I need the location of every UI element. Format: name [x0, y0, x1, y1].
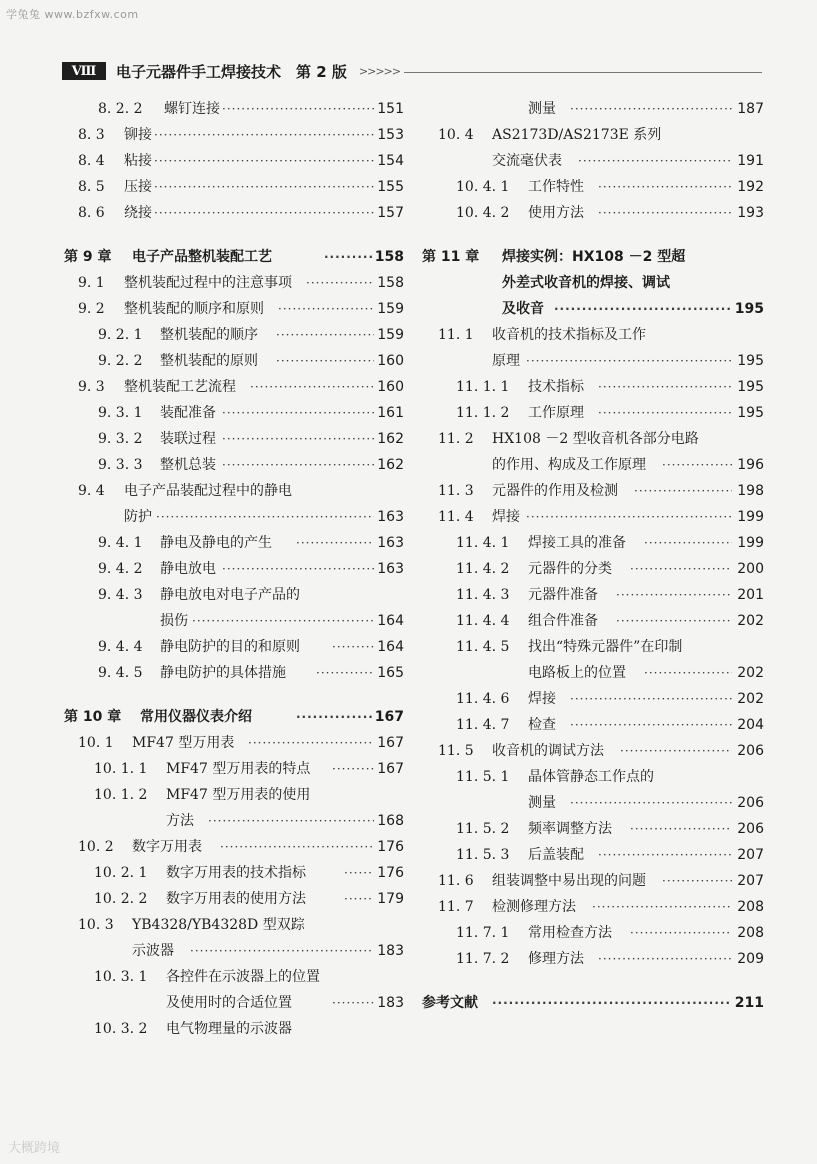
toc-entry-8-6[interactable]: 8. 6 绕接 ····· 157: [64, 200, 404, 226]
toc-left-column: [64, 96, 404, 1042]
header-rule: [404, 72, 762, 73]
toc-entry-9-4-3[interactable]: 9. 4. 3 静电放电对电子产品的: [98, 587, 300, 603]
toc-entry-11-4-4[interactable]: 11. 4. 4 组合件准备 ····· 202: [422, 608, 764, 634]
toc-entry-9-4-4[interactable]: 9. 4. 4 静电防护的目的和原则 ····· 164: [64, 634, 404, 660]
toc-entry-9-4-1[interactable]: 9. 4. 1 静电及静电的产生 ····· 163: [64, 530, 404, 556]
toc-entry-11-7[interactable]: 11. 7 检测修理方法 ····· 208: [422, 894, 764, 920]
toc-entry-10-2[interactable]: 10. 2 数字万用表 ····· 176: [64, 834, 404, 860]
toc-entry-11-4-6[interactable]: 11. 4. 6 焊接 ····· 202: [422, 686, 764, 712]
toc-entry-8-4[interactable]: 8. 4 粘接 ····· 154: [64, 148, 404, 174]
roman-page-number: Ⅷ: [62, 62, 106, 80]
toc-entry-10-1-2-cont[interactable]: 方法 ····· 168: [64, 808, 404, 834]
toc-references[interactable]: 参考文献 ····· 211: [422, 990, 764, 1016]
toc-entry-10-4[interactable]: 10. 4 AS2173D/AS2173E 系列: [438, 127, 662, 143]
toc-entry-11-2-cont[interactable]: 的作用、构成及工作原理 ····· 196: [422, 452, 764, 478]
toc-entry-11-5-2[interactable]: 11. 5. 2 频率调整方法 ····· 206: [422, 816, 764, 842]
toc-entry-11-4-3[interactable]: 11. 4. 3 元器件准备 ····· 201: [422, 582, 764, 608]
toc-entry-11-4-2[interactable]: 11. 4. 2 元器件的分类 ····· 200: [422, 556, 764, 582]
toc-entry-10-4-2[interactable]: 10. 4. 2 使用方法 ····· 193: [422, 200, 764, 226]
toc-entry-8-5[interactable]: 8. 5 压接 ····· 155: [64, 174, 404, 200]
toc-entry-9-3-2[interactable]: 9. 3. 2 装联过程 ····· 162: [64, 426, 404, 452]
toc-entry-10-3-1-cont[interactable]: 及使用时的合适位置 ····· 183: [64, 990, 404, 1016]
toc-entry-10-1-1[interactable]: 10. 1. 1 MF47 型万用表的特点 ····· 167: [64, 756, 404, 782]
toc-entry-10-3-cont[interactable]: 示波器 ····· 183: [64, 938, 404, 964]
toc-chapter-11[interactable]: 第 11 章 焊接实例：HX108 －2 型超: [422, 249, 686, 265]
toc-entry-10-3-2[interactable]: 10. 3. 2 电气物理量的示波器: [94, 1021, 292, 1037]
toc-entry-11-7-2[interactable]: 11. 7. 2 修理方法 ····· 209: [422, 946, 764, 972]
toc-entry-8-2-2[interactable]: 8. 2. 2 螺钉连接 ····· 151: [64, 96, 404, 122]
toc-entry-11-1-2[interactable]: 11. 1. 2 工作原理 ····· 195: [422, 400, 764, 426]
page-header: [62, 58, 762, 84]
toc-entry-10-4-cont[interactable]: 交流毫伏表 ····· 191: [422, 148, 764, 174]
toc-entry-9-4-cont[interactable]: 防护 ····· 163: [64, 504, 404, 530]
toc-entry-10-2-1[interactable]: 10. 2. 1 数字万用表的技术指标 ····· 176: [64, 860, 404, 886]
toc-chapter-11-cont[interactable]: 外差式收音机的焊接、调试: [502, 275, 670, 291]
toc-entry-11-4[interactable]: 11. 4 焊接 ····· 199: [422, 504, 764, 530]
toc-entry-9-3-3[interactable]: 9. 3. 3 整机总装 ····· 162: [64, 452, 404, 478]
toc-entry-11-1-1[interactable]: 11. 1. 1 技术指标 ····· 195: [422, 374, 764, 400]
toc-entry-9-4[interactable]: 9. 4 电子产品装配过程中的静电: [78, 483, 292, 499]
toc-entry-9-3[interactable]: 9. 3 整机装配工艺流程 ····· 160: [64, 374, 404, 400]
toc-chapter-9[interactable]: 第 9 章 电子产品整机装配工艺 ····· 158: [64, 244, 404, 270]
toc-right-column: [422, 96, 764, 1016]
toc-chapter-11-cont2[interactable]: 及收音 ····· 195: [422, 296, 764, 322]
toc-entry-11-7-1[interactable]: 11. 7. 1 常用检查方法 ····· 208: [422, 920, 764, 946]
toc-entry-11-1[interactable]: 11. 1 收音机的技术指标及工作: [438, 327, 646, 343]
toc-entry-11-1-cont[interactable]: 原理 ····· 195: [422, 348, 764, 374]
toc-entry-11-4-1[interactable]: 11. 4. 1 焊接工具的准备 ····· 199: [422, 530, 764, 556]
toc-entry-11-4-5-cont[interactable]: 电路板上的位置 ····· 202: [422, 660, 764, 686]
toc-entry-11-2[interactable]: 11. 2 HX108 －2 型收音机各部分电路: [438, 431, 699, 447]
toc-entry-10-1-2[interactable]: 10. 1. 2 MF47 型万用表的使用: [94, 787, 311, 803]
toc-chapter-10[interactable]: 第 10 章 常用仪器仪表介绍 ····· 167: [64, 704, 404, 730]
toc-entry-10-3-1[interactable]: 10. 3. 1 各控件在示波器上的位置: [94, 969, 320, 985]
toc-entry-9-2-2[interactable]: 9. 2. 2 整机装配的原则 ····· 160: [64, 348, 404, 374]
watermark-bottom: 大概跨境: [8, 1141, 61, 1156]
book-title: 电子元器件手工焊接技术 第 2 版: [116, 62, 347, 81]
toc-entry-9-4-2[interactable]: 9. 4. 2 静电放电 ····· 163: [64, 556, 404, 582]
toc-entry-11-5-3[interactable]: 11. 5. 3 后盖装配 ····· 207: [422, 842, 764, 868]
toc-entry-10-2-2[interactable]: 10. 2. 2 数字万用表的使用方法 ····· 179: [64, 886, 404, 912]
toc-entry-11-4-5[interactable]: 11. 4. 5 找出“特殊元器件”在印制: [456, 639, 683, 655]
toc-entry-10-4-1[interactable]: 10. 4. 1 工作特性 ····· 192: [422, 174, 764, 200]
header-arrows: >>>>>: [358, 64, 400, 78]
toc-entry-10-1[interactable]: 10. 1 MF47 型万用表 ····· 167: [64, 730, 404, 756]
toc-entry-9-4-3-cont[interactable]: 损伤 ····· 164: [64, 608, 404, 634]
toc-entry-9-4-5[interactable]: 9. 4. 5 静电防护的具体措施 ····· 165: [64, 660, 404, 686]
toc-entry-9-2[interactable]: 9. 2 整机装配的顺序和原则 ····· 159: [64, 296, 404, 322]
toc-entry-9-1[interactable]: 9. 1 整机装配过程中的注意事项 ····· 158: [64, 270, 404, 296]
toc-entry-11-5-1[interactable]: 11. 5. 1 晶体管静态工作点的: [456, 769, 654, 785]
toc-entry-10-3[interactable]: 10. 3 YB4328/YB4328D 型双踪: [78, 917, 305, 933]
watermark-top: 学兔兔 www.bzfxw.com: [6, 8, 139, 21]
toc-entry-11-3[interactable]: 11. 3 元器件的作用及检测 ····· 198: [422, 478, 764, 504]
toc-entry-11-5[interactable]: 11. 5 收音机的调试方法 ····· 206: [422, 738, 764, 764]
toc-entry-11-6[interactable]: 11. 6 组装调整中易出现的问题 ····· 207: [422, 868, 764, 894]
toc-entry-9-3-1[interactable]: 9. 3. 1 装配准备 ····· 161: [64, 400, 404, 426]
toc-entry-10-3-2-cont[interactable]: 测量 ····· 187: [422, 96, 764, 122]
toc-entry-9-2-1[interactable]: 9. 2. 1 整机装配的顺序 ····· 159: [64, 322, 404, 348]
toc-entry-11-4-7[interactable]: 11. 4. 7 检查 ····· 204: [422, 712, 764, 738]
toc-entry-8-3[interactable]: 8. 3 铆接 ····· 153: [64, 122, 404, 148]
toc-entry-11-5-1-cont[interactable]: 测量 ····· 206: [422, 790, 764, 816]
